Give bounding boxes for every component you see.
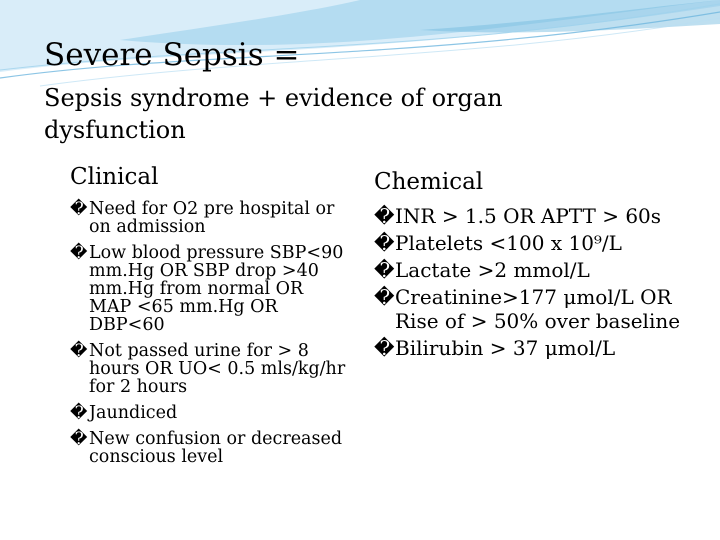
list-item [374, 285, 714, 333]
list-item-text: Need for O2 pre hospital or on admission [89, 199, 335, 237]
bullet-icon: � [70, 429, 88, 449]
slide-title: Severe Sepsis = [44, 37, 300, 73]
list-item-text: New confusion or decreased conscious level [89, 429, 343, 467]
list-item-text: Bilirubin > 37 μmol/L [395, 336, 616, 360]
bullet-icon: � [374, 258, 395, 282]
chemical-heading: Chemical [374, 169, 484, 195]
bullet-icon: � [374, 231, 395, 255]
list-item [374, 336, 714, 360]
list-item-text: Creatinine>177 μmol/L OR Rise of > 50% over baseline [395, 285, 681, 333]
clinical-column [70, 163, 350, 474]
slide-subtitle: Sepsis syndrome + evidence of organ dysfunction [44, 84, 503, 144]
list-item [374, 258, 714, 282]
bullet-icon: � [374, 204, 395, 228]
bullet-icon: � [70, 341, 88, 361]
list-item [374, 204, 714, 228]
chemical-list [374, 204, 714, 360]
list-item [70, 430, 350, 466]
clinical-heading: Clinical [70, 164, 159, 190]
bullet-icon: � [374, 336, 395, 360]
list-item-text: Platelets <100 x 10⁹/L [395, 231, 622, 255]
list-item [70, 404, 350, 422]
chemical-column [374, 168, 714, 363]
bullet-icon: � [70, 403, 88, 423]
bullet-icon: � [374, 285, 395, 309]
list-item-text: Low blood pressure SBP<90 mm.Hg OR SBP drop >40 mm.Hg from normal OR MAP <65 mm.Hg OR DBP<60 [89, 243, 344, 335]
clinical-list [70, 200, 350, 466]
list-item [70, 200, 350, 236]
list-item [70, 244, 350, 334]
list-item-text: Not passed urine for > 8 hours OR UO< 0.5 mls/kg/hr for 2 hours [89, 341, 346, 397]
bullet-icon: � [70, 199, 88, 219]
list-item [70, 342, 350, 396]
list-item-text: Jaundiced [89, 403, 178, 423]
list-item [374, 231, 714, 255]
list-item-text: INR > 1.5 OR APTT > 60s [395, 204, 662, 228]
list-item-text: Lactate >2 mmol/L [395, 258, 590, 282]
bullet-icon: � [70, 243, 88, 263]
